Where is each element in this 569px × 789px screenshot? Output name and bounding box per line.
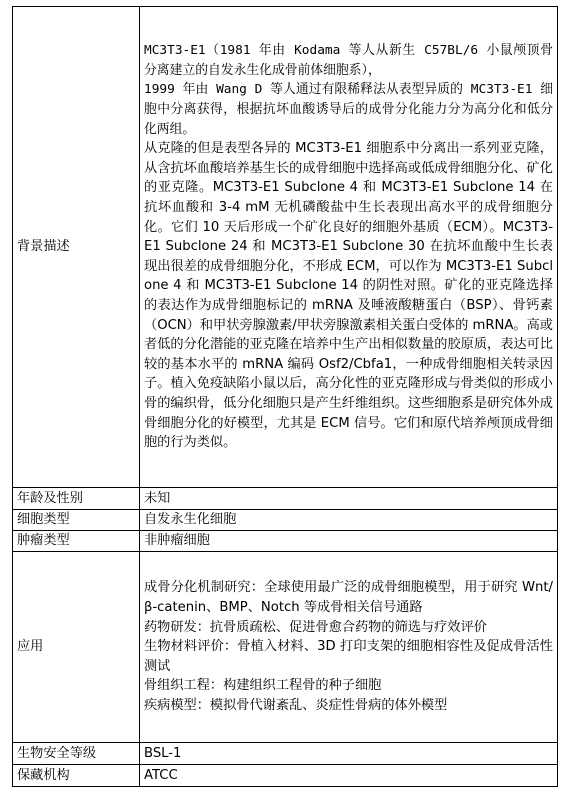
cell-line-info-table: [12, 6, 558, 787]
application-item: 成骨分化机制研究：全球使用最广泛的成骨细胞模型，用于研究 Wnt/β-catenin、BMP、Notch 等成骨相关信号通路: [144, 580, 553, 616]
depository-row: [13, 765, 558, 787]
background-value: [140, 7, 558, 488]
applications-row: [13, 552, 558, 743]
applications-label: 应用: [13, 552, 140, 743]
cell-type-row: [13, 510, 558, 531]
cell-type-label: 细胞类型: [13, 510, 140, 531]
tumor-type-value: 非肿瘤细胞: [140, 531, 558, 552]
applications-value: [140, 552, 558, 743]
depository-label: 保藏机构: [13, 765, 140, 787]
background-label: 背景描述: [13, 7, 140, 488]
background-paragraph-1: MC3T3-E1（1981 年由 Kodama 等人从新生 C57BL/6 小鼠颅顶骨分离建立的自发永生化成骨前体细胞系），: [144, 43, 553, 78]
depository-value: ATCC: [140, 765, 558, 787]
application-item: 药物研发：抗骨质疏松、促进骨愈合药物的筛选与疗效评价: [144, 619, 487, 635]
biosafety-label: 生物安全等级: [13, 743, 140, 765]
background-paragraph-2: 1999 年由 Wang D 等人通过有限稀释法从表型异质的 MC3T3-E1 细胞中分离获得，根据抗坏血酸诱导后的成骨分化能力分为高分化和低分化两组。: [144, 82, 553, 137]
tumor-type-label: 肿瘤类型: [13, 531, 140, 552]
application-item: 生物材料评价：骨植入材料、3D 打印支架的细胞相容性及促成骨活性测试: [144, 639, 553, 674]
application-item: 骨组织工程：构建组织工程骨的种子细胞: [144, 678, 382, 694]
age-sex-label: 年龄及性别: [13, 488, 140, 510]
biosafety-value: BSL-1: [140, 743, 558, 765]
background-row: [13, 7, 558, 488]
tumor-type-row: [13, 531, 558, 552]
background-paragraph-3: 从克隆的但是表型各异的 MC3T3-E1 细胞系中分离出一系列亚克隆，从含抗坏血酸培养基生长的成骨细胞中选择高或低成骨细胞分化、矿化的亚克隆。MC3T3-E1 Subclone 4 和 MC3T3-E1 Subclone 14 在抗坏血酸和 3-4 mM 无机磷酸盐中生长表现出高水平的成骨细胞分化。它们 10 天后形成一个矿化良好的细胞外基质（ECM）。MC3T3-E1 Subclone 24 和 MC3T3-E1 Subclone 30 在抗坏血酸中生长表现出很差的成骨细胞分化，不形成 ECM，可以作为 MC3T3-E1 Subclone 4 和 MC3T3-E1 Subclone 14 的阴性对照。矿化的亚克隆选择的表达作为成骨细胞标记的 mRNA 及唾液酸糖蛋白（BSP）、骨钙素（OCN）和甲状旁腺激素/甲状旁腺激素相关蛋白受体的 mRNA。高或者低的分化潜能的亚克隆在培养中生产出相似数量的胶原质，表达可比较的基本水平的 mRNA 编码 Osf2/Cbfa1，一种成骨细胞相关转录因子。植入免疫缺陷小鼠以后，高分化性的亚克隆形成与骨类似的形成小骨的编织骨，低分化细胞只是产生纤维组织。这些细胞系是研究体外成骨细胞分化的好模型，尤其是 ECM 信号。它们和原代培养颅顶成骨细胞的行为类似。: [144, 141, 553, 451]
application-item: 疾病模型：模拟骨代谢紊乱、炎症性骨病的体外模型: [144, 697, 448, 713]
age-sex-row: [13, 488, 558, 510]
biosafety-row: [13, 743, 558, 765]
cell-type-value: 自发永生化细胞: [140, 510, 558, 531]
age-sex-value: 未知: [140, 488, 558, 510]
